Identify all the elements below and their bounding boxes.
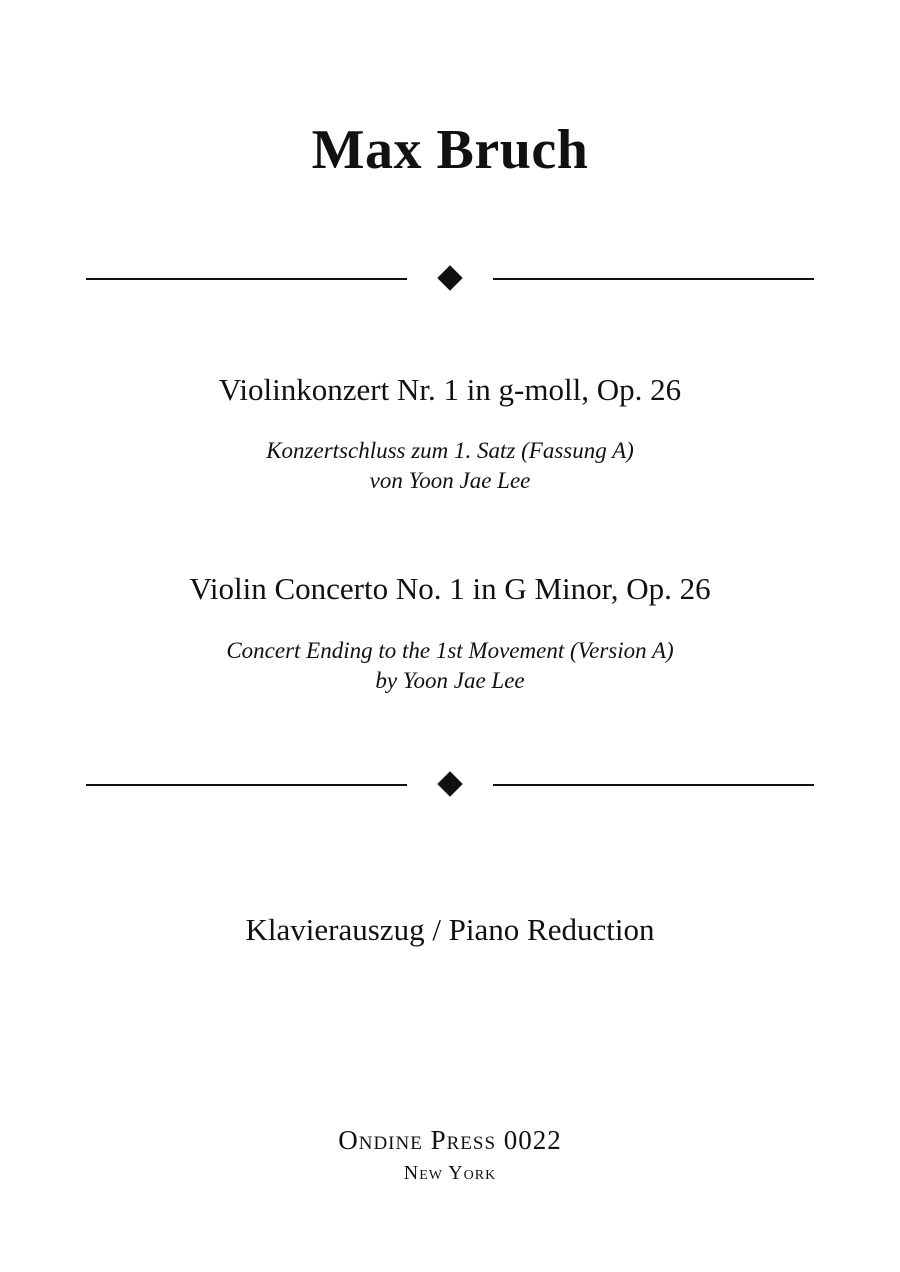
publisher-name: Ondine Press 0022 <box>338 1125 562 1155</box>
english-subtitle <box>0 636 900 696</box>
german-subtitle <box>0 436 900 496</box>
german-subtitle-line1: Konzertschluss zum 1. Satz (Fassung A) <box>266 438 634 463</box>
top-divider <box>86 264 814 294</box>
diamond-icon <box>437 771 462 796</box>
publisher-city: New York <box>403 1162 497 1184</box>
bottom-divider <box>86 770 814 800</box>
diamond-icon <box>437 265 462 290</box>
divider-line-right <box>493 278 814 280</box>
divider-line-left <box>86 278 407 280</box>
edition-type: Klavierauszug / Piano Reduction <box>245 912 655 947</box>
composer-name: Max Bruch <box>311 119 589 181</box>
english-subtitle-line1: Concert Ending to the 1st Movement (Version A) <box>226 638 674 663</box>
english-arranger: by Yoon Jae Lee <box>375 668 525 693</box>
german-title: Violinkonzert Nr. 1 in g-moll, Op. 26 <box>218 372 682 407</box>
english-title: Violin Concerto No. 1 in G Minor, Op. 26 <box>189 571 711 606</box>
divider-line-left <box>86 784 407 786</box>
divider-line-right <box>493 784 814 786</box>
german-arranger: von Yoon Jae Lee <box>369 468 531 493</box>
